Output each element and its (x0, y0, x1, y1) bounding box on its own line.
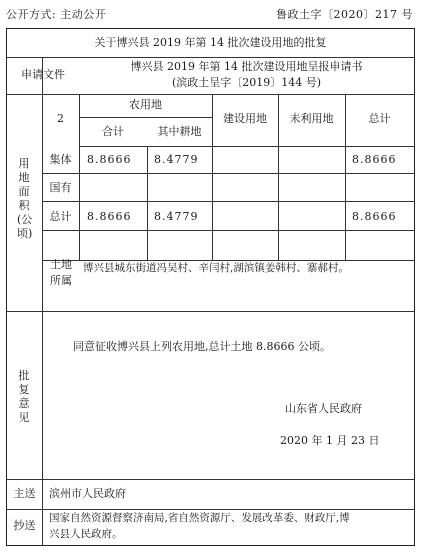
approval-label: 批复意见 (18, 369, 30, 424)
document-number: 鲁政土字〔2020〕217 号 (276, 8, 413, 21)
approval-form (6, 28, 415, 546)
col-total: 总计 (368, 112, 391, 125)
col-farmland: 农用地 (129, 98, 162, 111)
col-total-sub: 合计 (102, 125, 124, 138)
col-index: 2 (57, 112, 64, 125)
row-label: 总计 (49, 210, 72, 223)
location-value: 博兴县城东街道冯吴村、辛闫村,湖滨镇姜韩村、寨郝村。 (83, 262, 349, 274)
col-unused: 未利用地 (289, 112, 334, 125)
row-grand: 8.8666 (352, 153, 397, 166)
row-label: 集体 (49, 153, 72, 166)
col-construction: 建设用地 (223, 112, 267, 125)
row-grand: 8.8666 (352, 210, 397, 223)
disclosure-mode: 公开方式: 主动公开 (6, 8, 107, 21)
area-label: 用地面积(公顷) (17, 157, 33, 240)
send-label: 主送 (13, 487, 36, 500)
location-label: 土地所属 (50, 258, 72, 287)
row-arable: 8.4779 (154, 153, 199, 166)
apply-label: 申请文件 (21, 68, 65, 81)
col-arable: 其中耕地 (157, 125, 202, 138)
row-total: 8.8666 (87, 210, 132, 223)
cc-line-2: 兴县人民政府。 (49, 528, 123, 540)
approval-text: 同意征收博兴县上列农用地,总计土地 8.8666 公顷。 (73, 340, 331, 353)
approval-date: 2020 年 1 月 23 日 (280, 434, 380, 447)
row-arable: 8.4779 (154, 210, 199, 223)
issuer: 山东省人民政府 (285, 402, 362, 415)
row-label: 国有 (49, 181, 72, 194)
document-title: 关于博兴县 2019 年第 14 批次建设用地的批复 (94, 36, 327, 49)
apply-line-2: (滨政土呈字〔2019〕144 号) (171, 76, 322, 89)
row-total: 8.8666 (87, 153, 132, 166)
send-value: 滨州市人民政府 (49, 487, 126, 500)
apply-line-1: 博兴县 2019 年第 14 批次建设用地呈报申请书 (130, 60, 363, 73)
cc-line-1: 国家自然资源督察济南局,省自然资源厅、发展改革委、财政厅,博 (49, 512, 350, 524)
cc-label: 抄送 (13, 519, 36, 532)
